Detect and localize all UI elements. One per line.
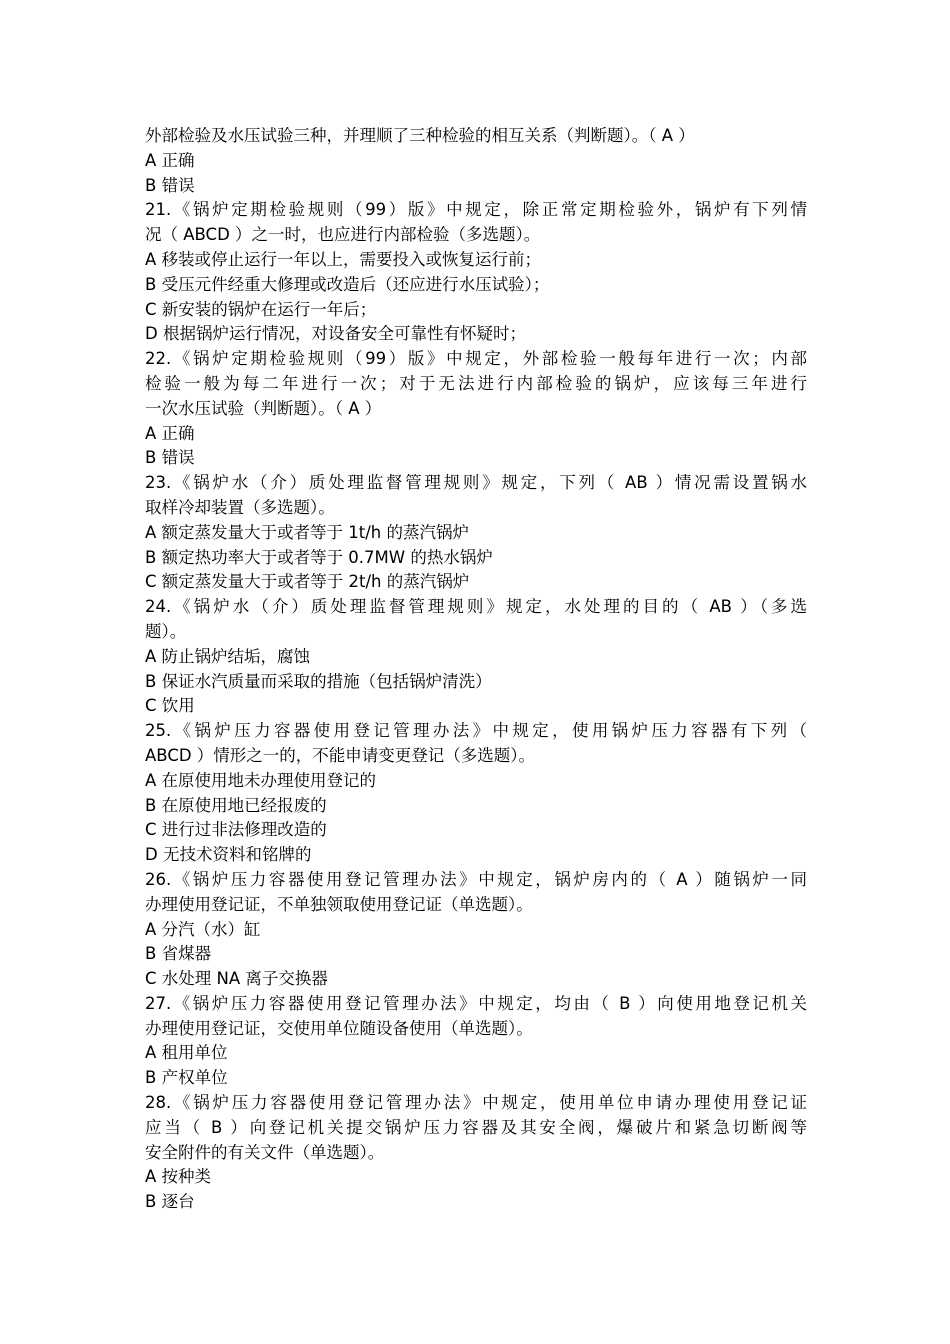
text-line: A 按种类 [145,1167,212,1187]
text-line: 取样冷却装置（多选题）。 [145,497,335,517]
text-line: 26.《锅炉压力容器使用登记管理办法》中规定，锅炉房内的（ A ）随锅炉一同 [145,869,807,889]
text-line: 21.《锅炉定期检验规则（99）版》中规定，除正常定期检验外，锅炉有下列情 [145,200,807,220]
text-line: B 逐台 [145,1192,195,1212]
text-line: 应当（ B ）向登记机关提交锅炉压力容器及其安全阀，爆破片和紧急切断阀等 [145,1117,807,1137]
text-line: B 错误 [145,448,195,468]
text-line: 28.《锅炉压力容器使用登记管理办法》中规定，使用单位申请办理使用登记证 [145,1093,807,1113]
text-line: 况（ ABCD ）之一时，也应进行内部检验（多选题）。 [145,225,541,245]
text-line: C 进行过非法修理改造的 [145,820,327,840]
text-line: 题）。 [145,621,187,641]
text-line: D 无技术资料和铭牌的 [145,845,312,865]
text-line: 检验一般为每二年进行一次；对于无法进行内部检验的锅炉，应该每三年进行 [145,373,807,393]
text-line: A 额定蒸发量大于或者等于 1t/h 的蒸汽锅炉 [145,522,470,542]
text-line: 一次水压试验（判断题）。（ A ） [145,398,382,418]
text-line: B 省煤器 [145,944,212,964]
text-line: A 在原使用地未办理使用登记的 [145,770,377,790]
text-line: A 分汽（水）缸 [145,919,261,939]
text-line: C 额定蒸发量大于或者等于 2t/h 的蒸汽锅炉 [145,572,470,592]
text-line: B 产权单位 [145,1068,228,1088]
text-line: B 受压元件经重大修理或改造后（还应进行水压试验）； [145,274,550,294]
text-line: A 移装或停止运行一年以上，需要投入或恢复运行前； [145,249,542,269]
text-line: ABCD ）情形之一的，不能申请变更登记（多选题）。 [145,745,536,765]
text-line: 办理使用登记证，交使用单位随设备使用（单选题）。 [145,1018,533,1038]
text-line: A 防止锅炉结垢，腐蚀 [145,646,311,666]
text-line: C 饮用 [145,696,195,716]
text-line: B 在原使用地已经报废的 [145,795,327,815]
text-line: C 新安装的锅炉在运行一年后； [145,299,377,319]
document-body [145,124,807,1215]
text-line: B 错误 [145,175,195,195]
text-line: B 额定热功率大于或者等于 0.7MW 的热水锅炉 [145,547,493,567]
text-line: 24.《锅炉水（介）质处理监督管理规则》规定，水处理的目的（ AB ）（多选 [145,597,807,617]
text-line: 22.《锅炉定期检验规则（99）版》中规定，外部检验一般每年进行一次；内部 [145,349,807,369]
text-line: D 根据锅炉运行情况，对设备安全可靠性有怀疑时； [145,324,526,344]
text-line: 办理使用登记证，不单独领取使用登记证（单选题）。 [145,894,533,914]
text-line: A 正确 [145,423,195,443]
text-line: A 正确 [145,150,195,170]
text-line: 23.《锅炉水（介）质处理监督管理规则》规定，下列（ AB ）情况需设置锅水 [145,473,807,493]
text-line: 25.《锅炉压力容器使用登记管理办法》中规定，使用锅炉压力容器有下列（ [145,721,807,741]
text-line: 外部检验及水压试验三种，并理顺了三种检验的相互关系（判断题）。（ A ） [145,126,695,145]
text-line: 27.《锅炉压力容器使用登记管理办法》中规定，均由（ B ）向使用地登记机关 [145,993,807,1013]
text-line: 安全附件的有关文件（单选题）。 [145,1142,385,1162]
text-line: A 租用单位 [145,1043,228,1063]
text-line: C 水处理 NA 离子交换器 [145,969,328,989]
text-line: B 保证水汽质量而采取的措施（包括锅炉清洗） [145,671,492,691]
